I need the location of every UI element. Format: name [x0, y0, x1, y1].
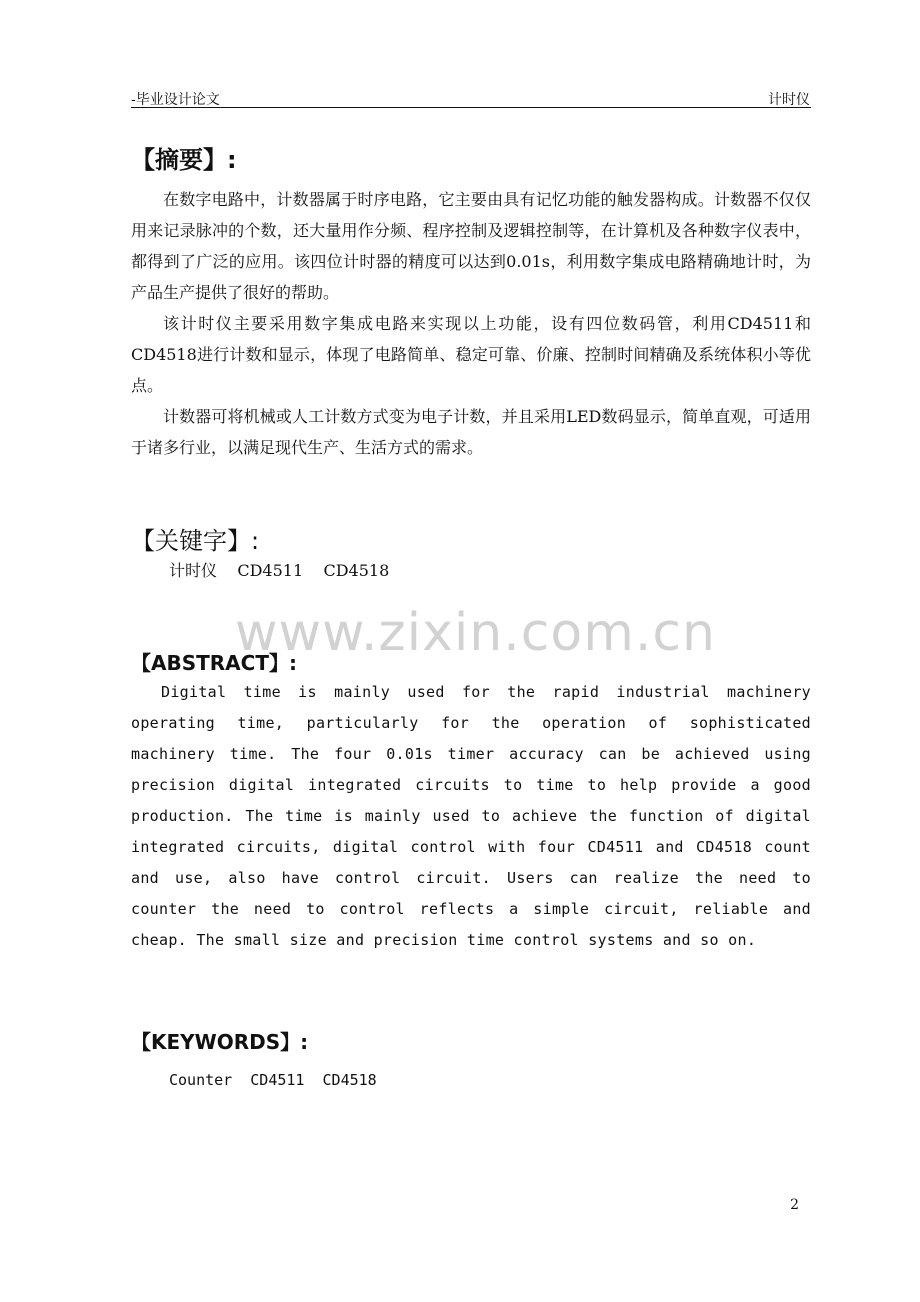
keywords-cn-heading: 【关键字】: — [131, 527, 260, 555]
header-document-type: -毕业设计论文 — [131, 92, 220, 108]
keywords-en-heading: 【KEYWORDS】: — [131, 1030, 309, 1054]
abstract-en-paragraph: Digital time is mainly used for the rapid industrial machinery operating time, particularly for the operation of sophisticated machinery time. The four 0.01s timer accuracy can be achieved using precision digital integrated circuits to time to help provide a good production. The time is mainly used to achieve the function of digital integrated circuits, digital control with four CD4511 and CD4518 count and use, also have control circuit. Users can realize the need to counter the need to control reflects a simple circuit, reliable and cheap. The small size and precision time control systems and so on. — [131, 683, 811, 949]
abstract-cn-heading: 【摘要】: — [131, 146, 237, 174]
header-document-title: 计时仪 — [768, 92, 810, 108]
keywords-en-list: Counter CD4511 CD4518 — [169, 1071, 377, 1089]
abstract-cn-paragraph-1: 在数字电路中，计数器属于时序电路，它主要由具有记忆功能的触发器构成。计数器不仅仅用来记录脉冲的个数，还大量用作分频、程序控制及逻辑控制等，在计算机及各种数字仪表中，都得到了广泛的应用。该四位计时器的精度可以达到0.01s，利用数字集成电路精确地计时，为产品生产提供了很好的帮助。 — [131, 190, 811, 302]
abstract-cn-paragraph-2: 该计时仪主要采用数字集成电路来实现以上功能，设有四位数码管，利用CD4511和CD4518进行计数和显示，体现了电路简单、稳定可靠、价廉、控制时间精确及系统体积小等优点。 — [131, 314, 811, 395]
header-divider — [131, 107, 811, 108]
page-number: 2 — [790, 1197, 799, 1213]
abstract-en-heading: 【ABSTRACT】: — [131, 651, 297, 675]
keywords-cn-list: 计时仪 CD4511 CD4518 — [169, 561, 390, 580]
abstract-cn-paragraph-3: 计数器可将机械或人工计数方式变为电子计数，并且采用LED数码显示，简单直观，可适用于诸多行业，以满足现代生产、生活方式的需求。 — [131, 407, 811, 457]
watermark: www.zixin.com.cn — [235, 603, 716, 663]
